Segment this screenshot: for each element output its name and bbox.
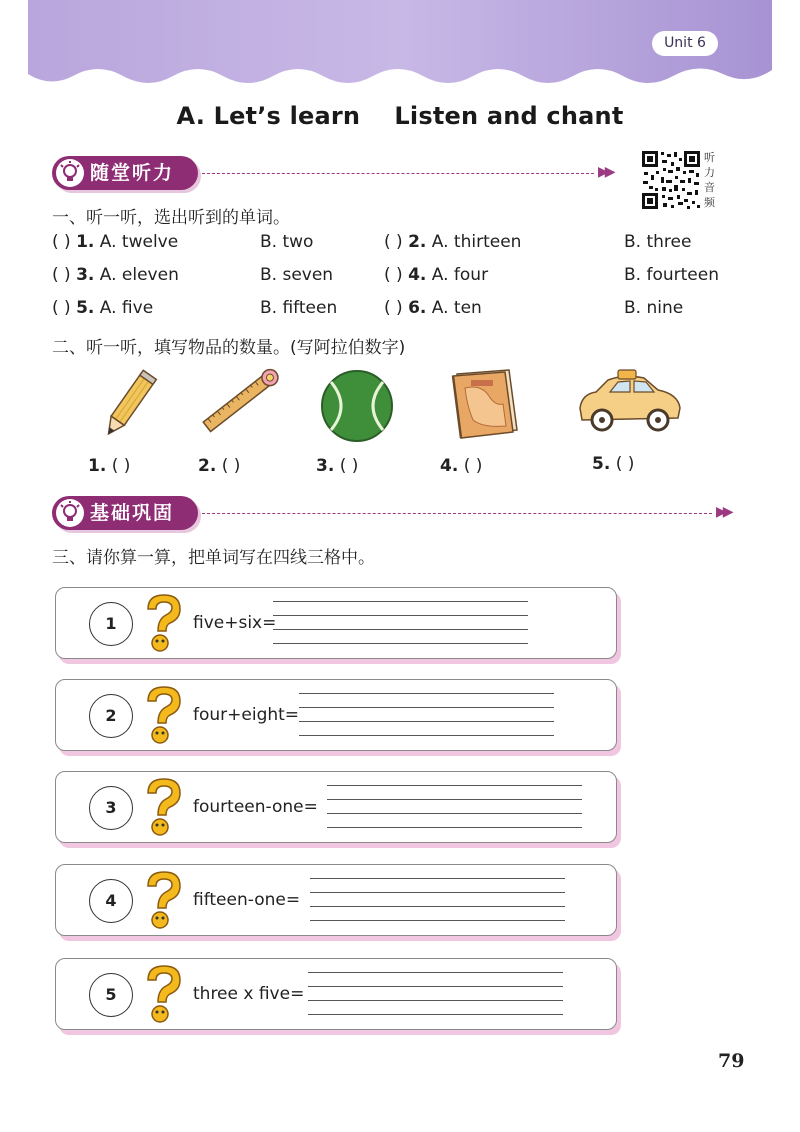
count-blank — [88, 456, 130, 476]
arrows-icon: ▶▶ — [716, 504, 730, 520]
dashed-divider — [202, 513, 712, 514]
item-number: 1 — [89, 602, 133, 646]
qr-label: 听力音频 — [704, 151, 715, 209]
option-b: B. fifteen — [260, 298, 338, 318]
calc-box — [55, 864, 617, 936]
question-mark-icon — [140, 775, 186, 839]
unit-label: Unit 6 — [652, 31, 718, 56]
question-mark-icon — [140, 962, 186, 1026]
writing-lines[interactable] — [273, 601, 528, 645]
writing-lines[interactable] — [327, 785, 582, 829]
ball-icon — [319, 368, 395, 444]
section-title: 随堂听力 — [90, 162, 175, 184]
answer-blank[interactable]: ( ) — [111, 456, 131, 476]
option-b: B. nine — [624, 298, 684, 318]
question-mark-icon — [140, 868, 186, 932]
option-a: A. ten — [431, 298, 482, 318]
item-number: 5. — [76, 298, 95, 318]
item-number: 1. — [76, 232, 95, 252]
item-number: 6. — [408, 298, 427, 318]
writing-lines[interactable] — [299, 693, 554, 737]
book-icon — [443, 366, 521, 442]
section-header-listening — [52, 156, 622, 190]
item-number: 5 — [89, 973, 133, 1017]
item-number: 4 — [89, 879, 133, 923]
choice-item — [384, 298, 482, 318]
section-title: 基础巩固 — [90, 502, 175, 524]
calc-box — [55, 958, 617, 1030]
question-mark-icon — [140, 683, 186, 747]
expression: fifteen-one= — [193, 890, 301, 910]
choice-item — [52, 265, 179, 285]
count-blank — [592, 454, 634, 474]
option-a: A. thirteen — [431, 232, 522, 252]
choice-item — [52, 298, 153, 318]
option-a: A. eleven — [99, 265, 179, 285]
answer-blank[interactable]: ( ) — [52, 265, 71, 285]
question-2-heading: 二、听一听，填写物品的数量。(写阿拉伯数字) — [52, 338, 406, 358]
question-1-heading: 一、听一听，选出听到的单词。 — [52, 208, 290, 228]
item-number: 2 — [89, 694, 133, 738]
lightbulb-icon — [56, 499, 84, 527]
option-a: A. twelve — [99, 232, 179, 252]
arrows-icon: ▶▶ — [598, 164, 612, 180]
option-a: A. four — [431, 265, 489, 285]
count-blank — [316, 456, 358, 476]
answer-blank[interactable]: ( ) — [221, 456, 241, 476]
answer-blank[interactable]: ( ) — [339, 456, 359, 476]
choice-item — [384, 265, 488, 285]
count-blank — [440, 456, 482, 476]
expression: fourteen-one= — [193, 797, 318, 817]
dashed-divider — [202, 173, 594, 174]
expression: four+eight= — [193, 705, 300, 725]
option-b: B. fourteen — [624, 265, 719, 285]
choice-item — [52, 232, 178, 252]
option-a: A. five — [99, 298, 154, 318]
item-number: 3. — [76, 265, 95, 285]
item-number: 2. — [408, 232, 427, 252]
blank-number: 5. — [592, 454, 611, 474]
ruler-icon — [194, 364, 286, 438]
answer-blank[interactable]: ( ) — [384, 298, 403, 318]
option-b: B. two — [260, 232, 314, 252]
blank-number: 1. — [88, 456, 107, 476]
writing-lines[interactable] — [310, 878, 565, 922]
blank-number: 2. — [198, 456, 217, 476]
answer-blank[interactable]: ( ) — [52, 298, 71, 318]
lightbulb-icon — [56, 159, 84, 187]
page-title: A. Let’s learn Listen and chant — [176, 102, 624, 130]
expression: three x five= — [193, 984, 305, 1004]
item-number: 3 — [89, 786, 133, 830]
expression: five+six= — [193, 613, 277, 633]
answer-blank[interactable]: ( ) — [463, 456, 483, 476]
calc-box — [55, 771, 617, 843]
answer-blank[interactable]: ( ) — [384, 232, 403, 252]
option-b: B. three — [624, 232, 692, 252]
section-header-practice — [52, 496, 742, 530]
option-b: B. seven — [260, 265, 334, 285]
qr-code-icon[interactable] — [641, 150, 701, 210]
answer-blank[interactable]: ( ) — [384, 265, 403, 285]
question-3-heading: 三、请你算一算，把单词写在四线三格中。 — [52, 548, 375, 568]
writing-lines[interactable] — [308, 972, 563, 1016]
page-number: 79 — [718, 1050, 745, 1072]
calc-box — [55, 587, 617, 659]
choice-item — [384, 232, 521, 252]
answer-blank[interactable]: ( ) — [52, 232, 71, 252]
question-mark-icon — [140, 591, 186, 655]
pencil-icon — [96, 368, 160, 444]
blank-number: 3. — [316, 456, 335, 476]
calc-box — [55, 679, 617, 751]
count-blank — [198, 456, 240, 476]
blank-number: 4. — [440, 456, 459, 476]
answer-blank[interactable]: ( ) — [615, 454, 635, 474]
item-number: 4. — [408, 265, 427, 285]
car-icon — [574, 368, 686, 436]
